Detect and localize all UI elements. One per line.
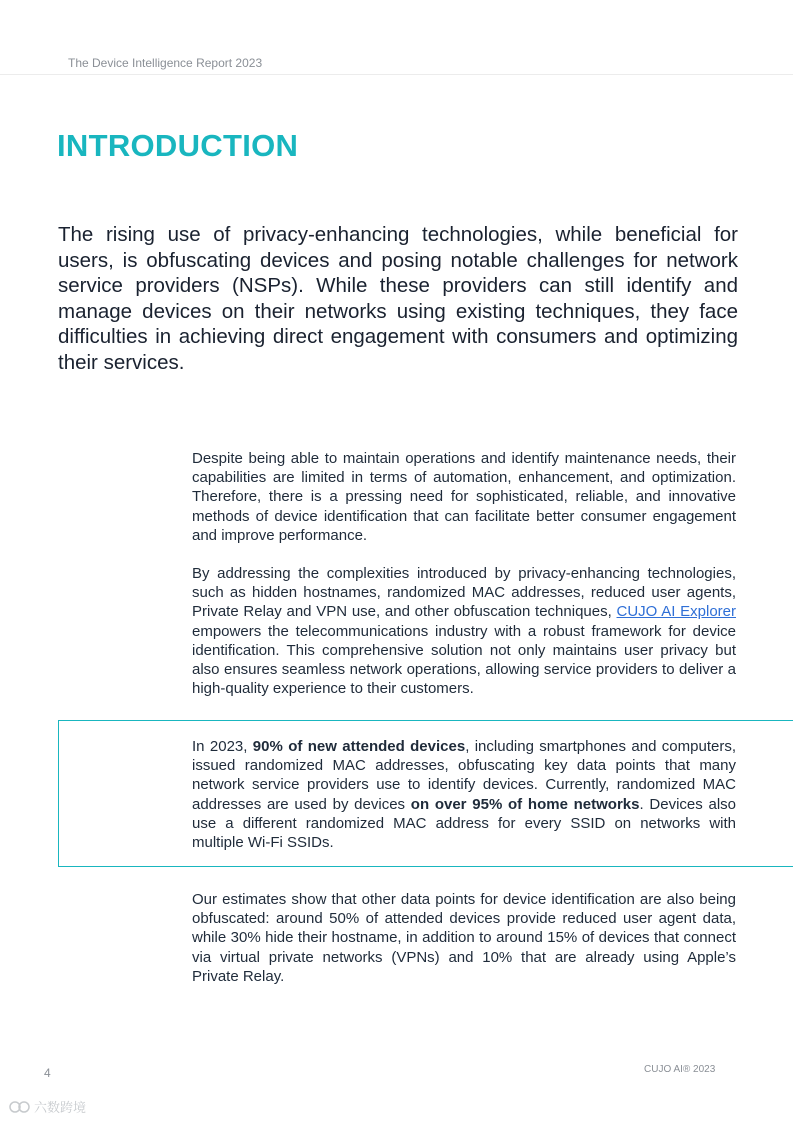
highlight-paragraph xyxy=(192,737,736,852)
page-header xyxy=(0,0,793,75)
body-paragraph-4: Our estimates show that other data points for device identification are also being obfuscated: around 50% of attended devices provide reduced user agent data, while 30% hide their hostname, in addition to around 15% of devices that connect via virtual private networks (VPNs) and 10% that are already using Apple’s Private Relay. xyxy=(192,891,736,985)
body-paragraph-2 xyxy=(192,564,736,698)
report-title: The Device Intelligence Report 2023 xyxy=(68,56,263,70)
cujo-ai-explorer-link[interactable]: CUJO AI Explorer xyxy=(616,603,736,621)
page-number: 4 xyxy=(44,1066,51,1080)
watermark-logo-icon xyxy=(8,1097,108,1117)
paragraph-2-text-after: empowers the telecommunications industry with a robust framework for device identification. This comprehensive solution not only maintains user privacy but also ensures seamless network operations, allowing service providers to deliver a high-quality experience to their customers. xyxy=(192,622,736,698)
highlight-stat-95-percent: on over 95% of home networks xyxy=(410,795,640,813)
footer-brand: CUJO AI® 2023 xyxy=(644,1064,716,1075)
section-title: INTRODUCTION xyxy=(57,128,299,163)
lead-paragraph: The rising use of privacy-enhancing technologies, while beneficial for users, is obfuscating devices and posing notable challenges for network service providers (NSPs). While these providers can still identify and manage devices on their networks using existing techniques, they face difficulties in achieving direct engagement with consumers and optimizing their services. xyxy=(58,223,738,374)
highlight-text-2: , including smartphones and computers, issued randomized MAC addresses, obfuscating key data points that many network service providers use to identify devices. Currently, randomized MAC addresses are used by devices xyxy=(192,738,736,813)
body-paragraph-1: Despite being able to maintain operations and identify maintenance needs, their capabilities are limited in terms of automation, enhancement, and optimization. Therefore, there is a pressing need for sophisticated, reliable, and innovative methods of device identification that can facilitate better consumer engagement and improve performance. xyxy=(192,450,736,544)
highlight-text-3: . Devices also use a different randomized MAC address for every SSID on networks with multiple Wi-Fi SSIDs. xyxy=(192,795,736,852)
highlight-stat-90-percent: 90% of new attended devices xyxy=(252,738,466,755)
paragraph-2-text-before: By addressing the complexities introduced by privacy-enhancing technologies, such as hidden hostnames, randomized MAC addresses, reduced user agents, Private Relay and VPN use, and other obfuscation techniques, xyxy=(192,565,736,621)
svg-text:六数跨境: 六数跨境 xyxy=(34,1101,87,1116)
highlight-text-1: In 2023, xyxy=(192,738,253,755)
